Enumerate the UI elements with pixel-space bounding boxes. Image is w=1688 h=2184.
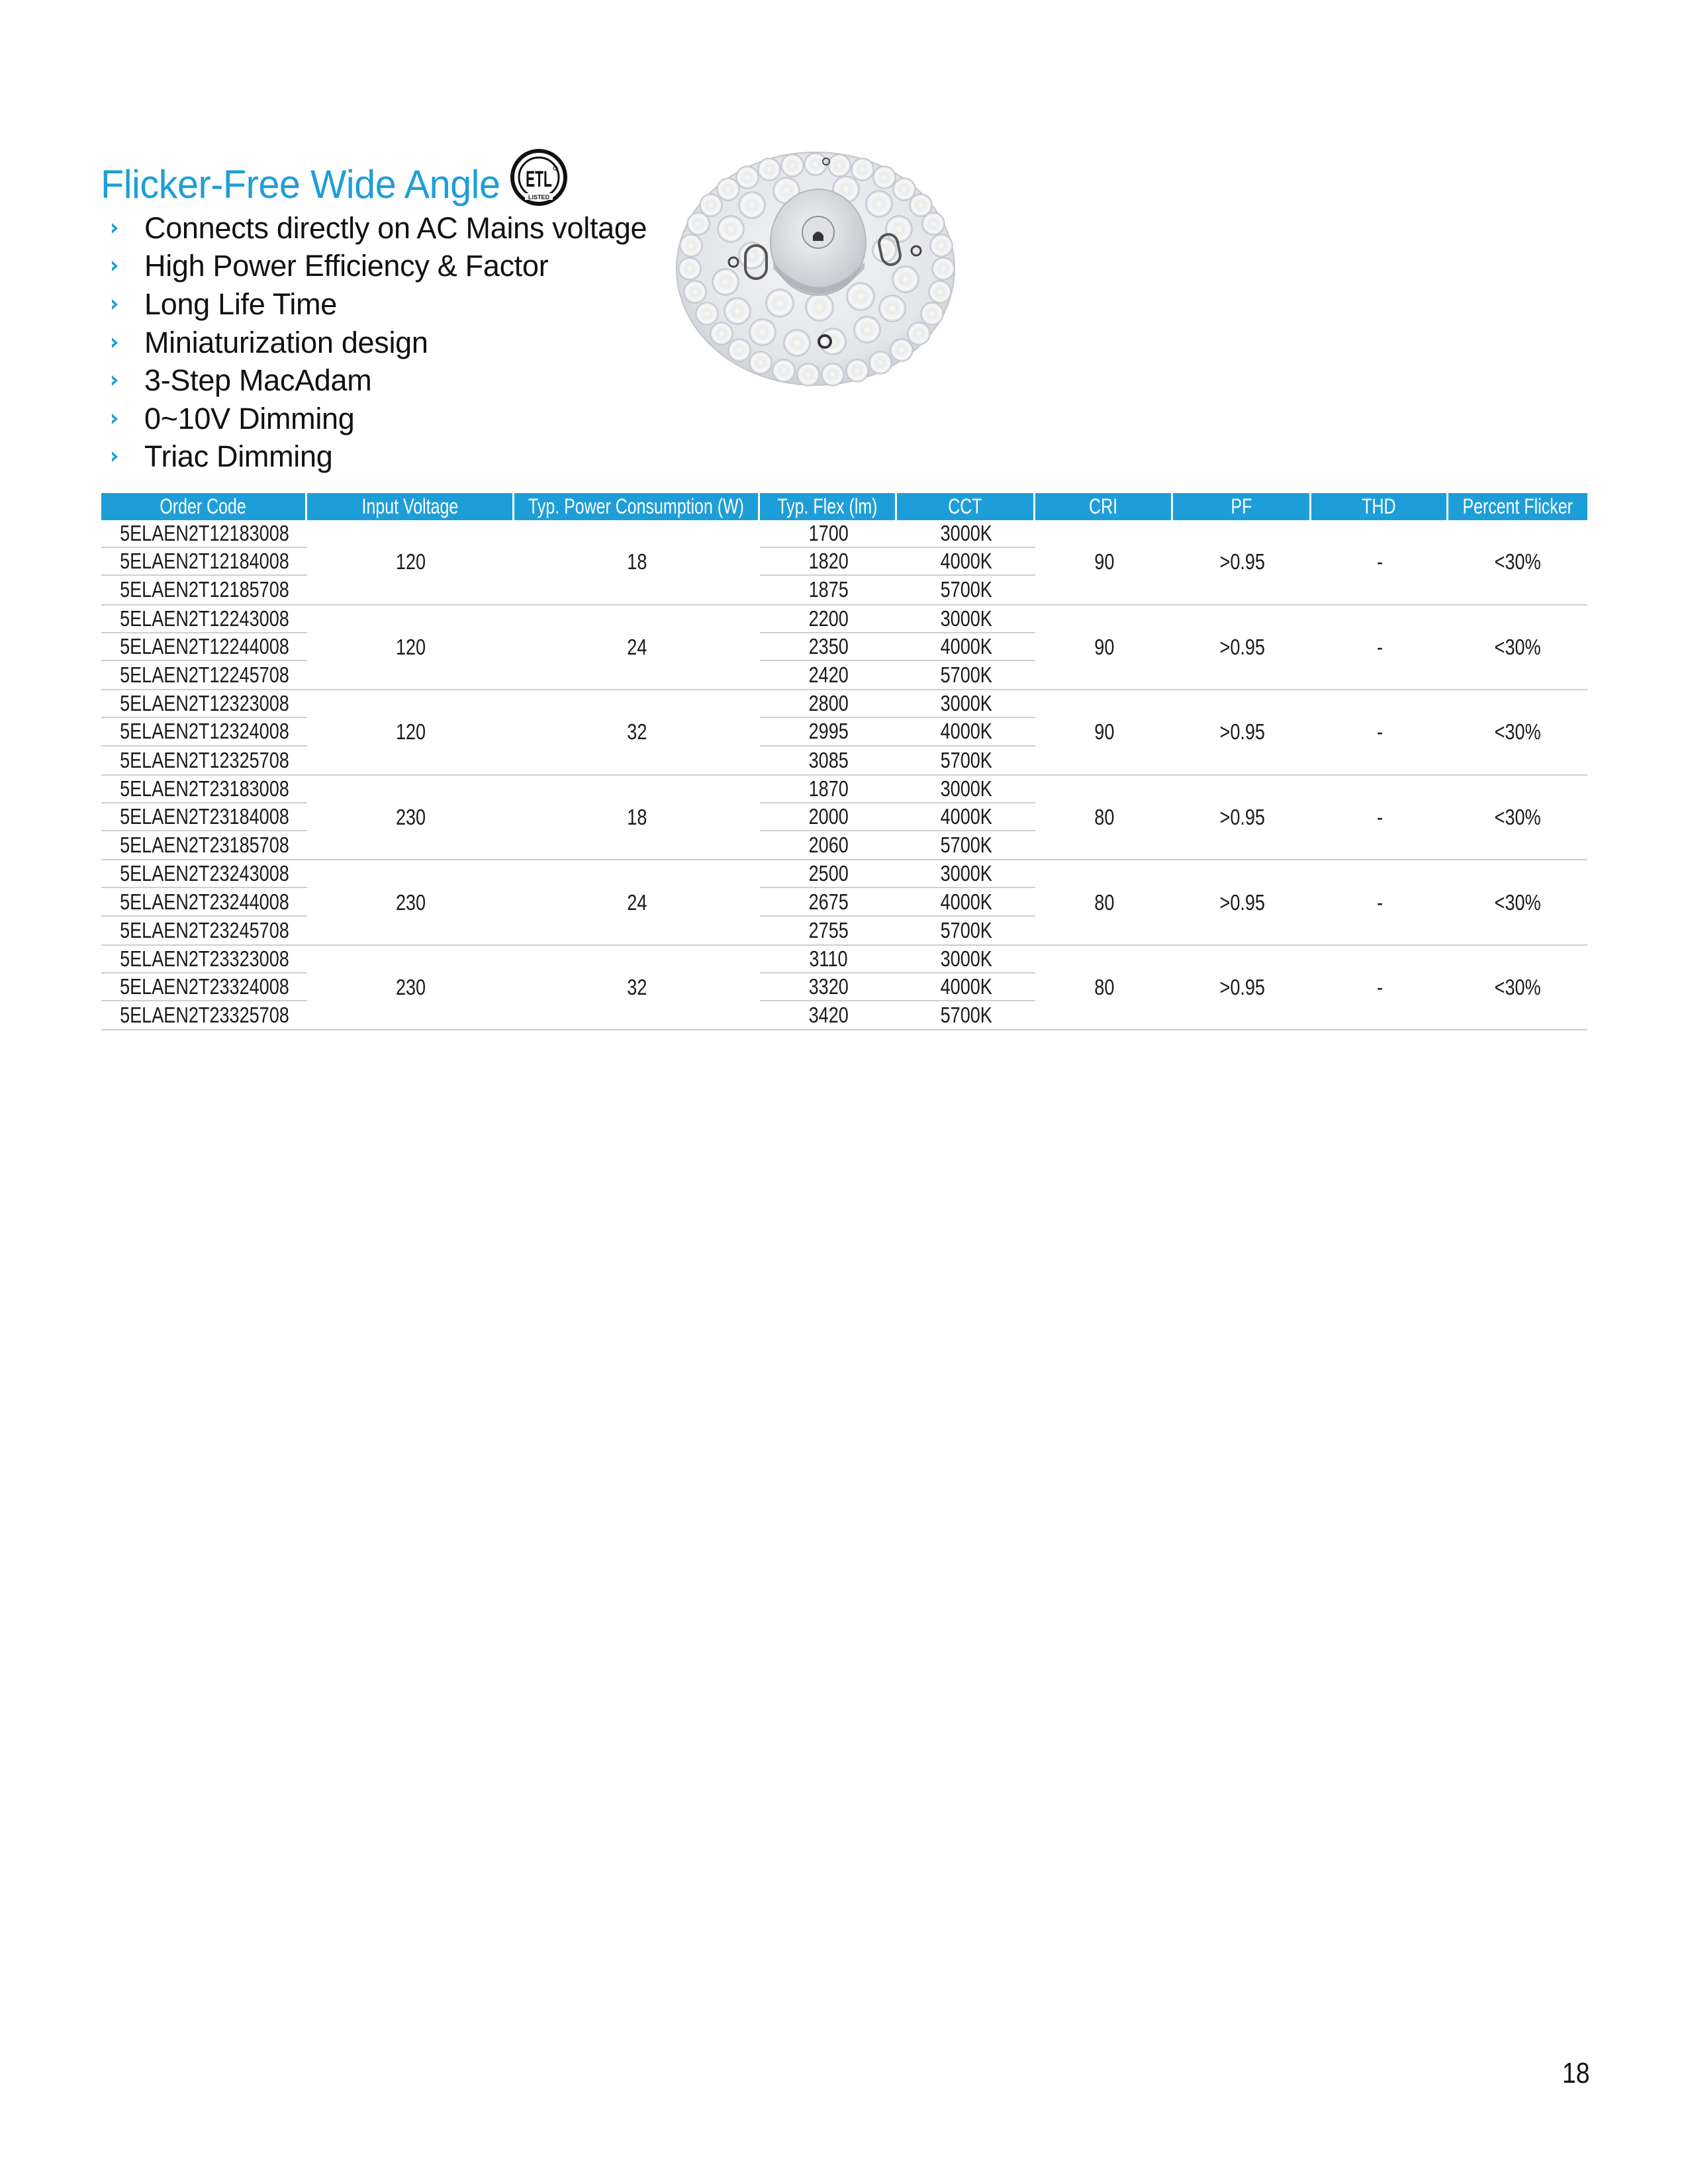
order-code-cell: 5ELAEN2T12324008 — [101, 718, 307, 746]
page-number: 18 — [1562, 2057, 1590, 2089]
table-row-group — [101, 776, 1587, 861]
order-code-cell: 5ELAEN2T23243008 — [101, 860, 307, 888]
table-header — [101, 493, 1587, 520]
header-power-consumption: Typ. Power Consumption (W) — [514, 493, 760, 520]
pf-cell: >0.95 — [1219, 889, 1265, 915]
header-input-voltage: Input Voltage — [307, 493, 514, 520]
table-row — [760, 661, 1035, 689]
flux-cell: 2200 — [808, 606, 849, 631]
feature-text: High Power Efficiency & Factor — [144, 249, 549, 283]
thd-cell: - — [1376, 719, 1383, 745]
pf-cell: >0.95 — [1219, 634, 1265, 659]
input-voltage-cell: 120 — [395, 549, 426, 574]
flux-cct-block — [760, 520, 1035, 604]
order-code-cell: 5ELAEN2T23244008 — [101, 888, 307, 916]
power-cell: 32 — [627, 975, 647, 1000]
order-code-column — [101, 606, 307, 690]
feature-item — [109, 361, 647, 400]
table-row — [760, 747, 1035, 774]
cct-cell: 3000K — [940, 521, 992, 546]
flux-cell: 2350 — [808, 633, 849, 659]
cct-cell: 3000K — [940, 606, 992, 631]
order-code-cell: 5ELAEN2T23185708 — [119, 833, 289, 858]
feature-item — [109, 285, 647, 324]
product-image — [674, 150, 957, 388]
input-voltage-cell: 230 — [395, 889, 426, 915]
table-row — [760, 888, 1035, 916]
cri-cell: 80 — [1094, 889, 1115, 915]
header-order-code: Order Code — [101, 493, 307, 520]
table-row — [760, 633, 1035, 661]
order-code-cell: 5ELAEN2T12245708 — [119, 662, 289, 688]
table-row — [760, 917, 1035, 944]
flicker-cell: <30% — [1495, 719, 1541, 745]
flux-cell: 3110 — [809, 946, 848, 971]
input-voltage-cell: 230 — [395, 804, 426, 829]
cct-cell: 3000K — [940, 946, 992, 971]
order-code-cell: 5ELAEN2T23324008 — [101, 974, 307, 1001]
order-code-column — [101, 690, 307, 774]
flicker-cell: <30% — [1495, 549, 1541, 574]
header-cri: CRI — [1035, 493, 1173, 520]
chevron-right-icon — [109, 222, 122, 235]
order-code-column — [101, 860, 307, 944]
flux-cell: 2755 — [808, 917, 849, 942]
cct-cell: 3000K — [940, 691, 992, 716]
input-voltage-cell: 120 — [395, 719, 426, 745]
thd-cell: - — [1376, 549, 1383, 574]
input-voltage-cell: 230 — [395, 975, 426, 1000]
cri-cell: 90 — [1094, 549, 1115, 574]
cct-cell: 4000K — [940, 633, 992, 659]
order-code-cell: 5ELAEN2T12183008 — [101, 520, 307, 548]
feature-text: Long Life Time — [144, 287, 337, 321]
order-code-cell: 5ELAEN2T23323008 — [101, 946, 307, 974]
order-code-cell: 5ELAEN2T23184008 — [101, 803, 307, 831]
flicker-cell: <30% — [1495, 889, 1541, 915]
feature-text: Miniaturization design — [144, 325, 428, 359]
cct-cell: 5700K — [940, 833, 992, 858]
pf-cell: >0.95 — [1219, 975, 1265, 1000]
table-row — [760, 803, 1035, 831]
cct-cell: 3000K — [940, 861, 992, 886]
flux-cell: 1820 — [808, 549, 849, 574]
flux-cell: 2060 — [808, 833, 849, 858]
order-code-cell: 5ELAEN2T23183008 — [101, 776, 307, 803]
flux-cell: 2995 — [808, 719, 849, 744]
title-row — [101, 151, 517, 217]
order-code-column — [101, 776, 307, 860]
flux-cell: 2675 — [808, 889, 849, 914]
flux-cct-block — [760, 606, 1035, 690]
order-code-cell: 5ELAEN2T12184008 — [101, 548, 307, 576]
cct-cell: 4000K — [940, 719, 992, 744]
header-typ-flux: Typ. Flex (lm) — [760, 493, 897, 520]
order-code-cell: 5ELAEN2T12244008 — [101, 633, 307, 661]
spec-table — [101, 493, 1587, 1030]
cct-cell: 5700K — [940, 747, 992, 772]
table-row — [760, 576, 1035, 604]
flux-cct-block — [760, 860, 1035, 944]
table-row — [760, 831, 1035, 859]
chevron-right-icon — [109, 450, 122, 463]
flux-cell: 3085 — [808, 747, 849, 772]
header-cct: CCT — [897, 493, 1035, 520]
flux-cell: 1875 — [808, 577, 849, 602]
order-code-cell: 5ELAEN2T12185708 — [119, 577, 289, 602]
order-code-cell: 5ELAEN2T23245708 — [119, 917, 289, 942]
power-cell: 24 — [627, 889, 647, 915]
table-row — [760, 974, 1035, 1001]
thd-cell: - — [1376, 889, 1383, 915]
order-code-cell: 5ELAEN2T12323008 — [101, 690, 307, 718]
flux-cell: 2000 — [808, 803, 849, 829]
thd-cell: - — [1376, 804, 1383, 829]
cct-cell: 4000K — [940, 549, 992, 574]
flux-cell: 3320 — [808, 974, 849, 999]
input-voltage-cell: 120 — [395, 634, 426, 659]
page-title: Flicker-Free Wide Angle — [101, 161, 500, 206]
feature-list — [109, 209, 647, 476]
flux-cell: 2420 — [808, 662, 849, 688]
chevron-right-icon — [109, 412, 122, 426]
order-code-cell: 5ELAEN2T12243008 — [101, 606, 307, 633]
table-row — [760, 690, 1035, 718]
power-cell: 18 — [627, 804, 647, 829]
flux-cct-block — [760, 946, 1035, 1030]
power-cell: 18 — [627, 549, 647, 574]
thd-cell: - — [1376, 975, 1383, 1000]
table-row — [760, 520, 1035, 548]
table-row-group — [101, 860, 1587, 946]
feature-item — [109, 248, 647, 286]
header-percent-flicker: Percent Flicker — [1448, 493, 1587, 520]
flux-cct-block — [760, 776, 1035, 860]
table-row-group — [101, 606, 1587, 691]
table-row — [760, 776, 1035, 803]
order-code-column — [101, 520, 307, 604]
flicker-cell: <30% — [1495, 975, 1541, 1000]
flicker-cell: <30% — [1495, 804, 1541, 829]
table-row — [760, 860, 1035, 888]
cri-cell: 90 — [1094, 719, 1115, 745]
cct-cell: 5700K — [940, 917, 992, 942]
chevron-right-icon — [109, 298, 122, 311]
pf-cell: >0.95 — [1219, 549, 1265, 574]
flicker-cell: <30% — [1495, 634, 1541, 659]
feature-text: 0~10V Dimming — [144, 401, 355, 435]
feature-text: Connects directly on AC Mains voltage — [144, 210, 647, 245]
order-code-column — [101, 946, 307, 1030]
svg-text:LISTED: LISTED — [528, 194, 550, 201]
flux-cell: 2500 — [808, 861, 849, 886]
cct-cell: 3000K — [940, 776, 992, 801]
svg-text:ETL: ETL — [526, 165, 552, 192]
flux-cell: 1870 — [808, 776, 849, 801]
cct-cell: 5700K — [940, 577, 992, 602]
order-code-cell: 5ELAEN2T12325708 — [119, 747, 289, 772]
table-row-group — [101, 520, 1587, 606]
cri-cell: 80 — [1094, 804, 1115, 829]
header-thd: THD — [1311, 493, 1448, 520]
flux-cell: 3420 — [808, 1003, 849, 1028]
table-row-group — [101, 946, 1587, 1031]
thd-cell: - — [1376, 634, 1383, 659]
cct-cell: 4000K — [940, 889, 992, 914]
cri-cell: 80 — [1094, 975, 1115, 1000]
feature-item — [109, 438, 647, 477]
table-row-group — [101, 690, 1587, 776]
etl-listed-icon — [509, 148, 569, 209]
table-row — [760, 1001, 1035, 1029]
chevron-right-icon — [109, 336, 122, 349]
cct-cell: 5700K — [940, 662, 992, 688]
table-row — [760, 718, 1035, 746]
cct-cell: 4000K — [940, 803, 992, 829]
power-cell: 32 — [627, 719, 647, 745]
feature-item — [109, 209, 647, 248]
feature-item — [109, 400, 647, 438]
feature-text: Triac Dimming — [144, 439, 333, 474]
chevron-right-icon — [109, 259, 122, 273]
table-row — [760, 548, 1035, 576]
flux-cct-block — [760, 690, 1035, 774]
power-cell: 24 — [627, 634, 647, 659]
pf-cell: >0.95 — [1219, 719, 1265, 745]
cct-cell: 4000K — [940, 974, 992, 999]
cct-cell: 5700K — [940, 1003, 992, 1028]
chevron-right-icon — [109, 374, 122, 387]
pf-cell: >0.95 — [1219, 804, 1265, 829]
feature-item — [109, 324, 647, 362]
feature-text: 3-Step MacAdam — [144, 363, 372, 398]
header-pf: PF — [1173, 493, 1311, 520]
cri-cell: 90 — [1094, 634, 1115, 659]
flux-cell: 2800 — [808, 691, 849, 716]
order-code-cell: 5ELAEN2T23325708 — [119, 1003, 289, 1028]
flux-cell: 1700 — [808, 521, 849, 546]
table-row — [760, 606, 1035, 633]
table-row — [760, 946, 1035, 974]
